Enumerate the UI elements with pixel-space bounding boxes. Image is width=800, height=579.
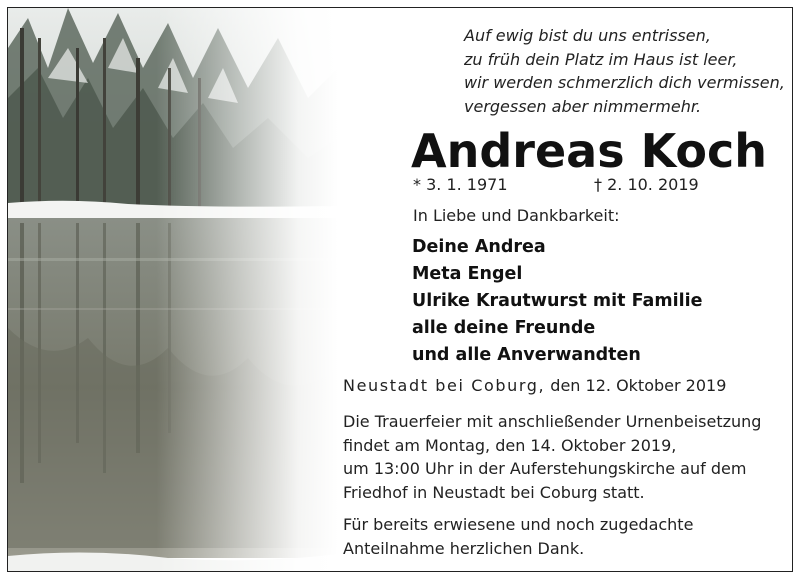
dedication-intro: In Liebe und Dankbarkeit: bbox=[413, 206, 620, 225]
mourner-name: und alle Anverwandten bbox=[412, 345, 641, 365]
mourners-list bbox=[412, 234, 702, 369]
thanks-note bbox=[343, 513, 693, 560]
ceremony-line: Friedhof in Neustadt bei Coburg statt. bbox=[343, 482, 645, 502]
place-location: Neustadt bei Coburg, bbox=[343, 376, 546, 395]
winter-forest-pond-photo bbox=[8, 8, 338, 571]
poem-line: wir werden schmerzlich dich vermissen, bbox=[464, 73, 785, 92]
ceremony-line: Die Trauerfeier mit anschließender Urnenbeisetzung bbox=[343, 412, 762, 431]
photo-fade-overlay bbox=[8, 8, 338, 571]
poem-line: zu früh dein Platz im Haus ist leer, bbox=[464, 49, 738, 69]
mourner-name: Deine Andrea bbox=[412, 237, 546, 257]
mourner-name: Meta Engel bbox=[412, 264, 523, 284]
poem-line: vergessen aber nimmermehr. bbox=[464, 96, 702, 116]
birth-date: * 3. 1. 1971 bbox=[413, 175, 508, 194]
mourner-name: alle deine Freunde bbox=[412, 318, 596, 338]
announcement-date: den 12. Oktober 2019 bbox=[545, 376, 727, 395]
poem-line: Auf ewig bist du uns entrissen, bbox=[464, 26, 711, 45]
death-date: † 2. 10. 2019 bbox=[594, 175, 699, 194]
obituary-card bbox=[7, 7, 793, 572]
ceremony-details bbox=[343, 410, 761, 504]
thanks-line: Anteilnahme herzlichen Dank. bbox=[343, 538, 585, 558]
thanks-line: Für bereits erwiesene und noch zugedachte bbox=[343, 515, 694, 534]
mourner-name: Ulrike Krautwurst mit Familie bbox=[412, 291, 703, 311]
ceremony-line: um 13:00 Uhr in der Auferstehungskirche auf dem bbox=[343, 459, 747, 478]
deceased-name: Andreas Koch bbox=[411, 124, 768, 178]
place-and-date bbox=[343, 376, 726, 395]
memorial-poem bbox=[464, 24, 793, 118]
ceremony-line: findet am Montag, den 14. Oktober 2019, bbox=[343, 435, 677, 455]
